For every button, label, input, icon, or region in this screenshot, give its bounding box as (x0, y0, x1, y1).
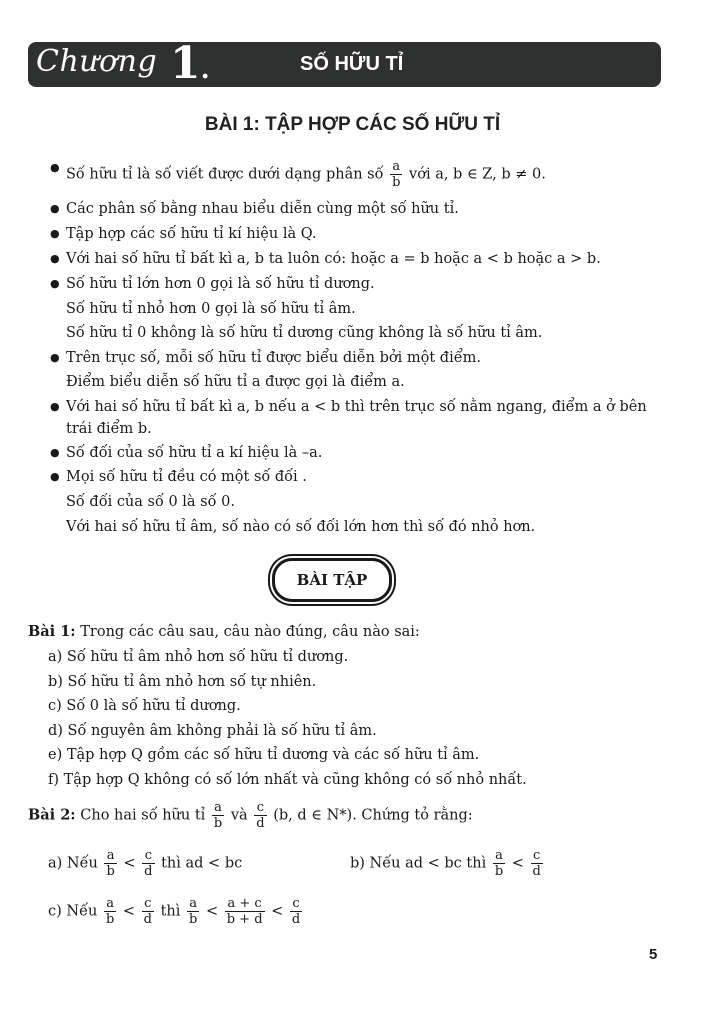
denominator: d (291, 912, 301, 927)
exercise-2-part-b (350, 848, 545, 879)
fraction (225, 896, 265, 927)
denominator: b (494, 864, 504, 879)
less-than-sign: < (123, 855, 136, 872)
less-than-sign: < (271, 903, 284, 920)
theory-item: ● Trên trục số, mỗi số hữu tỉ được biểu diễn bởi một điểm. (66, 349, 481, 367)
numerator: c (531, 848, 543, 864)
exercise-text: Cho hai số hữu tỉ (80, 807, 206, 824)
denominator: b (105, 912, 115, 927)
denominator: d (532, 864, 541, 879)
lesson-title: BÀI 1: TẬP HỢP CÁC SỐ HỮU TỈ (204, 114, 501, 135)
theory-text: với a, b ∈ Z, b ≠ 0. (409, 166, 546, 183)
denominator: b (392, 175, 401, 190)
theory-item: ● Số hữu tỉ lớn hơn 0 gọi là số hữu tỉ dương. (66, 275, 375, 293)
fraction (187, 896, 199, 927)
fraction (104, 896, 116, 927)
part-label: b) Nếu ad < bc thì (350, 855, 487, 872)
chapter-number: 1 . (170, 38, 210, 89)
part-label: a) Nếu (48, 855, 98, 872)
theory-item: ● Các phân số bằng nhau biểu diễn cùng một số hữu tỉ. (66, 200, 459, 218)
denominator: b (106, 864, 115, 879)
theory-item: ● Mọi số hữu tỉ đều có một số đối . (66, 468, 307, 486)
exercise-1-item: c) Số 0 là số hữu tỉ dương. (48, 698, 241, 714)
theory-item: ● Tập hợp các số hữu tỉ kí hiệu là Q. (66, 225, 317, 243)
exercise-1-item: f) Tập hợp Q không có số lớn nhất và cũng không có số nhỏ nhất. (48, 772, 527, 788)
theory-line: Số đối của số 0 là số 0. (66, 494, 235, 510)
theory-line: Điểm biểu diễn số hữu tỉ a được gọi là điểm a. (66, 374, 405, 390)
theory-line: Số hữu tỉ nhỏ hơn 0 gọi là số hữu tỉ âm. (66, 301, 356, 317)
exercise-1-prompt (28, 623, 420, 641)
fraction (493, 848, 505, 879)
numerator: a (187, 896, 199, 912)
numerator: a + c (225, 896, 265, 912)
theory-item (66, 159, 546, 190)
theory-line: Với hai số hữu tỉ âm, số nào có số đối lớn hơn thì số đó nhỏ hơn. (66, 519, 536, 535)
numerator: c (142, 896, 154, 912)
fraction (212, 800, 224, 831)
theory-line: trái điểm b. (66, 421, 152, 437)
less-than-sign: < (511, 855, 524, 872)
numerator: c (254, 800, 266, 816)
numerator: c (290, 896, 302, 912)
theory-item: ● Số đối của số hữu tỉ a kí hiệu là –a. (66, 444, 322, 462)
fraction (390, 159, 402, 190)
denominator: d (144, 864, 153, 879)
chapter-header (28, 38, 661, 89)
numerator: c (142, 848, 154, 864)
less-than-sign: < (205, 903, 219, 920)
exercise-label: Bài 1: (28, 623, 76, 640)
numerator: a (104, 896, 116, 912)
exercise-1-item: b) Số hữu tỉ âm nhỏ hơn số tự nhiên. (48, 674, 317, 690)
denominator: d (256, 816, 265, 831)
exercise-2-part-a (48, 848, 242, 879)
part-text: thì ad < bc (161, 855, 243, 872)
exercise-text: và (230, 807, 248, 824)
numerator: a (212, 800, 224, 816)
exercise-text: (b, d ∈ N*). Chứng tỏ rằng: (273, 807, 473, 824)
exercise-1-item: d) Số nguyên âm không phải là số hữu tỉ âm. (48, 723, 377, 739)
theory-item: ● Với hai số hữu tỉ bất kì a, b ta luôn có: hoặc a = b hoặc a < b hoặc a > b. (66, 250, 601, 268)
theory-item: ● Với hai số hữu tỉ bất kì a, b nếu a < b thì trên trục số nằm ngang, điểm a ở bên (66, 398, 647, 416)
denominator: b + d (226, 912, 263, 927)
numerator: a (390, 159, 402, 175)
exercise-text: Trong các câu sau, câu nào đúng, câu nào sai: (80, 624, 420, 640)
exercise-2-part-c (48, 896, 304, 927)
part-label: c) Nếu (48, 903, 98, 920)
fraction (531, 848, 543, 879)
denominator: b (189, 912, 198, 927)
less-than-sign: < (122, 903, 136, 920)
theory-text: Số hữu tỉ là số viết được dưới dạng phân số (66, 166, 384, 183)
page-number: 5 (649, 946, 658, 963)
fraction (104, 848, 116, 879)
chapter-title: SỐ HỮU TỈ (300, 53, 404, 75)
fraction (290, 896, 302, 927)
denominator: b (213, 816, 223, 831)
numerator: a (493, 848, 505, 864)
theory-line: Số hữu tỉ 0 không là số hữu tỉ dương cũng không là số hữu tỉ âm. (66, 325, 543, 341)
fraction (254, 800, 266, 831)
chapter-word: Chương (36, 44, 158, 79)
denominator: d (143, 912, 152, 927)
numerator: a (104, 848, 116, 864)
part-text: thì (160, 903, 181, 920)
exercise-1-item: a) Số hữu tỉ âm nhỏ hơn số hữu tỉ dương. (48, 649, 349, 665)
fraction (142, 896, 154, 927)
fraction (142, 848, 154, 879)
exercise-label: Bài 2: (28, 806, 76, 824)
exercises-heading: BÀI TẬP (272, 558, 392, 602)
exercise-2-prompt (28, 800, 473, 831)
exercise-1-item: e) Tập hợp Q gồm các số hữu tỉ dương và các số hữu tỉ âm. (48, 747, 480, 763)
